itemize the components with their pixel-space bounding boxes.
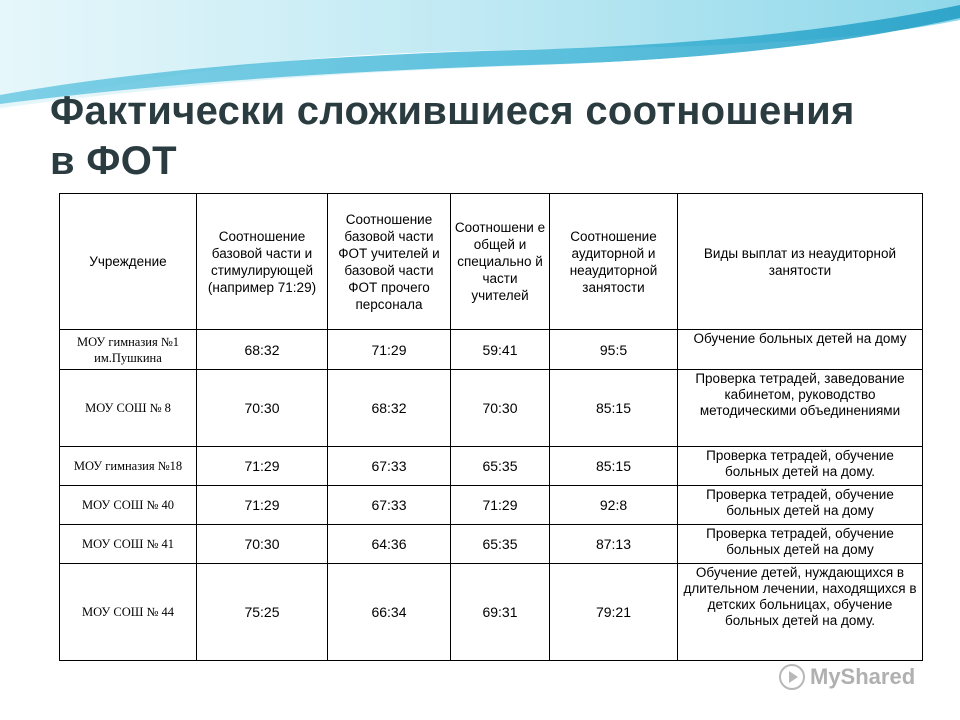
cell-value: 71:29 [328, 330, 451, 370]
table-row [60, 330, 923, 370]
cell-payments: Проверка тетрадей, обучение больных детей на дому. [678, 447, 923, 486]
title-line-1: Фактически сложившиеся соотношения [50, 89, 855, 133]
table-row [60, 486, 923, 525]
cell-value: 70:30 [197, 370, 328, 447]
cell-institution: МОУ СОШ № 40 [60, 486, 197, 525]
cell-value: 67:33 [328, 447, 451, 486]
cell-payments: Проверка тетрадей, заведование кабинетом, руководство методическими объединениями [678, 370, 923, 447]
header-payment-types: Виды выплат из неаудиторной занятости [678, 194, 923, 330]
cell-value: 64:36 [328, 525, 451, 564]
cell-value: 87:13 [550, 525, 678, 564]
cell-value: 71:29 [451, 486, 550, 525]
cell-value: 75:25 [197, 564, 328, 661]
cell-value: 59:41 [451, 330, 550, 370]
header-classroom-nonclassroom: Соотношение аудиторной и неаудиторной занятости [550, 194, 678, 330]
cell-value: 85:15 [550, 447, 678, 486]
cell-payments: Проверка тетрадей, обучение больных детей на дому [678, 486, 923, 525]
cell-value: 79:21 [550, 564, 678, 661]
table-row [60, 525, 923, 564]
header-general-special: Соотношени е общей и специально й части учителей [451, 194, 550, 330]
cell-institution: МОУ гимназия №18 [60, 447, 197, 486]
cell-value: 65:35 [451, 447, 550, 486]
cell-value: 70:30 [451, 370, 550, 447]
salary-ratio-table [59, 193, 923, 661]
table-row [60, 564, 923, 661]
cell-payments: Проверка тетрадей, обучение больных детей на дому [678, 525, 923, 564]
watermark-text: MyShared [810, 664, 916, 689]
cell-value: 71:29 [197, 447, 328, 486]
cell-payments: Обучение детей, нуждающихся в длительном лечении, находящихся в детских больницах, обучение больных детей на дому. [678, 564, 923, 661]
cell-value: 68:32 [197, 330, 328, 370]
cell-value: 85:15 [550, 370, 678, 447]
watermark [778, 662, 915, 692]
cell-value: 71:29 [197, 486, 328, 525]
cell-value: 70:30 [197, 525, 328, 564]
cell-value: 92:8 [550, 486, 678, 525]
header-base-stimulating: Соотношение базовой части и стимулирующей (например 71:29) [197, 194, 328, 330]
cell-value: 95:5 [550, 330, 678, 370]
title-line-2: в ФОТ [50, 139, 177, 183]
cell-institution: МОУ СОШ № 41 [60, 525, 197, 564]
table-row [60, 447, 923, 486]
cell-value: 68:32 [328, 370, 451, 447]
page-title [50, 86, 930, 186]
cell-value: 65:35 [451, 525, 550, 564]
cell-institution: МОУ гимназия №1 им.Пушкина [60, 330, 197, 370]
cell-value: 67:33 [328, 486, 451, 525]
header-base-teachers-other: Соотношение базовой части ФОТ учителей и базовой части ФОТ прочего персонала [328, 194, 451, 330]
header-institution: Учреждение [60, 194, 197, 330]
cell-payments: Обучение больных детей на дому [678, 330, 923, 370]
play-icon [778, 663, 806, 691]
cell-value: 66:34 [328, 564, 451, 661]
table-header-row [60, 194, 923, 330]
cell-institution: МОУ СОШ № 44 [60, 564, 197, 661]
cell-institution: МОУ СОШ № 8 [60, 370, 197, 447]
table-row [60, 370, 923, 447]
cell-value: 69:31 [451, 564, 550, 661]
